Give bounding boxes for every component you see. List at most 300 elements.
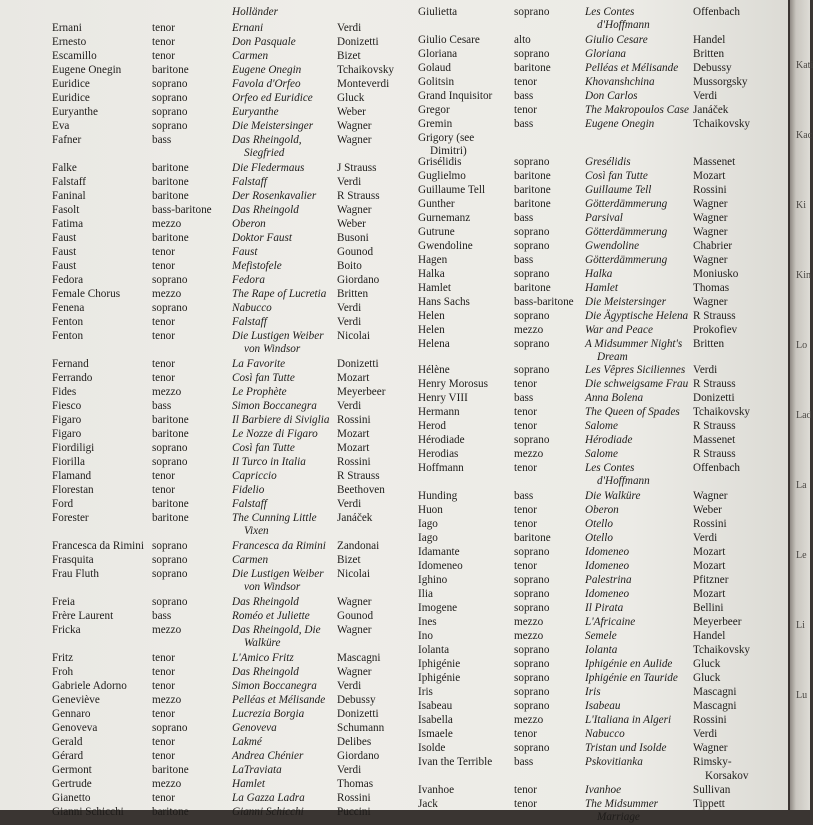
entry-row	[418, 62, 808, 76]
character-name: Freia	[52, 596, 75, 608]
entry-row	[52, 512, 442, 537]
entry-row	[418, 76, 808, 90]
opera-title: Lakmé	[232, 736, 262, 748]
composer-name: Weber	[337, 218, 366, 230]
entry-row	[52, 428, 442, 442]
composer-name: Wagner	[337, 134, 372, 146]
character-name: Herodias	[418, 448, 459, 460]
voice-type: soprano	[514, 48, 550, 60]
character-name: Gennaro	[52, 708, 91, 720]
composer-name: Verdi	[337, 764, 362, 776]
opera-title: Il Pirata	[585, 602, 624, 614]
voice-type: mezzo	[514, 630, 544, 642]
character-name: Ismaele	[418, 728, 453, 740]
entry-row	[52, 372, 442, 386]
voice-type: soprano	[514, 602, 550, 614]
voice-type: soprano	[152, 120, 188, 132]
character-name: Gianni Schicchi	[52, 806, 124, 818]
entry-row	[52, 120, 442, 134]
voice-type: soprano	[152, 722, 188, 734]
voice-type: soprano	[514, 686, 550, 698]
composer-name: Gluck	[337, 92, 365, 104]
voice-type: soprano	[514, 700, 550, 712]
character-name: Falke	[52, 162, 77, 174]
voice-type: soprano	[514, 268, 550, 280]
opera-title: The Queen of Spades	[585, 406, 680, 418]
entry-row	[52, 666, 442, 680]
opera-title: Die Meistersinger	[232, 120, 314, 132]
character-name: Hélène	[418, 364, 450, 376]
opera-title: Così fan Tutte	[585, 170, 648, 182]
character-name: Forester	[52, 512, 89, 524]
composer-name: Verdi	[693, 90, 718, 102]
opera-title: Idomeneo	[585, 546, 630, 558]
entry-row	[52, 218, 442, 232]
opera-title: Carmen	[232, 50, 269, 62]
character-name: Iolanta	[418, 644, 450, 656]
voice-type: soprano	[152, 456, 188, 468]
composer-name: Meyerbeer	[337, 386, 386, 398]
entry-row	[52, 694, 442, 708]
composer-name: Verdi	[337, 176, 362, 188]
opera-title-continuation: Dream	[597, 351, 628, 363]
voice-type: soprano	[152, 78, 188, 90]
voice-type: soprano	[152, 106, 188, 118]
composer-name: Verdi	[337, 498, 362, 510]
voice-type: mezzo	[152, 386, 182, 398]
composer-name: Tchaikovsky	[337, 64, 395, 76]
edge-text-fragment: Lo	[796, 340, 808, 351]
entry-row	[52, 554, 442, 568]
voice-type: baritone	[152, 162, 189, 174]
composer-name: Wagner	[693, 742, 728, 754]
entry-row	[52, 470, 442, 484]
opera-title: Anna Bolena	[585, 392, 644, 404]
character-name: Hoffmann	[418, 462, 464, 474]
opera-title: L'Amico Fritz	[232, 652, 294, 664]
composer-name: Mozart	[693, 170, 726, 182]
opera-title: Ivanhoe	[585, 784, 622, 796]
character-name: Fricka	[52, 624, 81, 636]
voice-type: mezzo	[152, 624, 182, 636]
character-name: Fernand	[52, 358, 89, 370]
voice-type: mezzo	[514, 448, 544, 460]
opera-title: Gwendoline	[585, 240, 640, 252]
entry-row	[418, 532, 808, 546]
opera-title: Idomeneo	[585, 588, 630, 600]
entry-row	[52, 204, 442, 218]
composer-name: Wagner	[693, 212, 728, 224]
entry-row	[52, 358, 442, 372]
composer-name: Gounod	[337, 246, 374, 258]
voice-type: tenor	[514, 378, 537, 390]
composer-name: Britten	[337, 288, 369, 300]
character-name: Ford	[52, 498, 74, 510]
voice-type: tenor	[514, 104, 537, 116]
opera-title: Orfeo ed Euridice	[232, 92, 313, 104]
voice-type: soprano	[514, 658, 550, 670]
character-name: Giulio Cesare	[418, 34, 480, 46]
composer-name: Wagner	[693, 198, 728, 210]
opera-title: Simon Boccanegra	[232, 400, 317, 412]
opera-title: Il Turco in Italia	[232, 456, 306, 468]
entry-row	[52, 260, 442, 274]
character-name: Gianetto	[52, 792, 91, 804]
composer-name: Janáček	[337, 512, 373, 524]
entry-row	[418, 756, 808, 782]
opera-title: Faust	[232, 246, 258, 258]
composer-name: Debussy	[337, 694, 376, 706]
voice-type: baritone	[514, 282, 551, 294]
composer-name: Offenbach	[693, 6, 741, 18]
opera-title-continuation: Siegfried	[244, 147, 285, 159]
voice-type: bass	[152, 610, 172, 622]
character-name: Ernani	[52, 22, 82, 34]
composer-name: Moniusko	[693, 268, 739, 280]
composer-name: Verdi	[693, 728, 718, 740]
opera-title: Idomeneo	[585, 560, 630, 572]
character-name: Faust	[52, 232, 77, 244]
opera-title: Nabucco	[232, 302, 272, 314]
voice-type: baritone	[152, 190, 189, 202]
entry-row	[52, 624, 442, 649]
opera-title: Gloriana	[585, 48, 627, 60]
character-name: Gregor	[418, 104, 450, 116]
entry-row	[418, 560, 808, 574]
composer-name: Sullivan	[693, 784, 731, 796]
opera-title: Oberon	[585, 504, 619, 516]
composer-name: Donizetti	[337, 358, 379, 370]
composer-name: Puccini	[337, 806, 371, 818]
opera-title: The Midsummer	[585, 798, 659, 810]
entry-row	[418, 420, 808, 434]
entry-row	[418, 156, 808, 170]
voice-type: bass	[152, 134, 172, 146]
opera-title: Der Rosenkavalier	[232, 190, 317, 202]
character-name: Hérodiade	[418, 434, 465, 446]
entry-row	[418, 490, 808, 504]
composer-name: Giordano	[337, 274, 380, 286]
opera-title: Hérodiade	[585, 434, 633, 446]
voice-type: tenor	[152, 358, 175, 370]
entry-row	[418, 48, 808, 62]
opera-title: Oberon	[232, 218, 266, 230]
voice-type: tenor	[152, 260, 175, 272]
composer-name: Nicolai	[337, 568, 370, 580]
voice-type: tenor	[152, 36, 175, 48]
voice-type: tenor	[152, 708, 175, 720]
opera-title: Salome	[585, 448, 618, 460]
character-name: Isolde	[418, 742, 446, 754]
entry-row	[418, 406, 808, 420]
voice-type: tenor	[152, 316, 175, 328]
voice-type: bass-baritone	[152, 204, 212, 216]
opera-title: Hamlet	[585, 282, 618, 294]
voice-type: tenor	[514, 504, 537, 516]
voice-type: mezzo	[514, 616, 544, 628]
opera-title-continuation: Vixen	[244, 525, 269, 537]
composer-name: R Strauss	[337, 190, 380, 202]
character-name: Francesca da Rimini	[52, 540, 144, 552]
voice-type: bass	[514, 392, 534, 404]
voice-type: tenor	[152, 736, 175, 748]
opera-title: Roméo et Juliette	[232, 610, 310, 622]
voice-type: tenor	[152, 330, 175, 342]
entry-row	[418, 296, 808, 310]
voice-type: soprano	[152, 274, 188, 286]
voice-type: tenor	[152, 470, 175, 482]
opera-title: Euryanthe	[232, 106, 279, 118]
character-name: Hans Sachs	[418, 296, 470, 308]
character-name-continuation: Dimitri)	[430, 145, 467, 157]
entry-row	[52, 484, 442, 498]
opera-title: Capriccio	[232, 470, 277, 482]
character-name: Fiorilla	[52, 456, 85, 468]
voice-type: bass	[514, 90, 534, 102]
entry-row	[52, 78, 442, 92]
character-name: Ilia	[418, 588, 433, 600]
composer-name: Wagner	[693, 490, 728, 502]
character-name: Gunther	[418, 198, 455, 210]
voice-type: baritone	[152, 428, 189, 440]
opera-title: L'Africaine	[585, 616, 636, 628]
composer-name: Verdi	[693, 364, 718, 376]
entry-row	[52, 36, 442, 50]
opera-title: Iris	[585, 686, 601, 698]
voice-type: tenor	[514, 784, 537, 796]
character-name: Iphigénie	[418, 658, 461, 670]
entry-row	[418, 714, 808, 728]
voice-type: bass	[514, 756, 534, 768]
voice-type: soprano	[514, 226, 550, 238]
voice-type: mezzo	[152, 778, 182, 790]
character-name: Female Chorus	[52, 288, 121, 300]
voice-type: baritone	[514, 532, 551, 544]
entry-row	[52, 792, 442, 806]
voice-type: tenor	[514, 518, 537, 530]
character-name: Huon	[418, 504, 443, 516]
entry-row	[418, 518, 808, 532]
character-name: Gertrude	[52, 778, 92, 790]
entry-row	[418, 184, 808, 198]
entry-row	[418, 254, 808, 268]
voice-type: tenor	[152, 652, 175, 664]
entry-row	[418, 198, 808, 212]
entry-row	[52, 456, 442, 470]
opera-title: Die schweigsame Frau	[585, 378, 689, 390]
composer-name: R Strauss	[693, 378, 736, 390]
voice-type: tenor	[152, 680, 175, 692]
voice-type: mezzo	[514, 324, 544, 336]
entry-row	[418, 104, 808, 118]
voice-type: baritone	[514, 62, 551, 74]
composer-name: Verdi	[337, 316, 362, 328]
character-name: Frère Laurent	[52, 610, 114, 622]
composer-name: Bizet	[337, 50, 361, 62]
voice-type: soprano	[514, 338, 550, 350]
voice-type: tenor	[152, 792, 175, 804]
voice-type: bass	[152, 400, 172, 412]
opera-title: Così fan Tutte	[232, 372, 295, 384]
character-name: Figaro	[52, 414, 82, 426]
composer-name: Wagner	[693, 254, 728, 266]
entry-row	[52, 652, 442, 666]
voice-type: bass	[514, 490, 534, 502]
character-name: Falstaff	[52, 176, 86, 188]
opera-title: Favola d'Orfeo	[232, 78, 301, 90]
character-name: Flamand	[52, 470, 92, 482]
opera-title: Le Nozze di Figaro	[232, 428, 318, 440]
composer-name: Weber	[337, 106, 366, 118]
entry-row	[418, 616, 808, 630]
composer-name: Handel	[693, 630, 726, 642]
entry-row	[52, 232, 442, 246]
opera-title: Khovanshchina	[585, 76, 655, 88]
voice-type: tenor	[152, 22, 175, 34]
opera-title: Otello	[585, 518, 613, 530]
voice-type: soprano	[152, 442, 188, 454]
character-name: Henry VIII	[418, 392, 468, 404]
opera-title: L'Italiana in Algeri	[585, 714, 672, 726]
character-name: Ines	[418, 616, 437, 628]
character-name: Helen	[418, 324, 445, 336]
character-name: Henry Morosus	[418, 378, 488, 390]
edge-text-fragment: La	[796, 480, 807, 491]
edge-text-fragment: Kati	[796, 60, 813, 71]
composer-name: R Strauss	[693, 420, 736, 432]
character-name: Helen	[418, 310, 445, 322]
character-name: Iago	[418, 532, 438, 544]
character-name: Geneviève	[52, 694, 100, 706]
composer-name: Rossini	[337, 792, 371, 804]
composer-name: Zandonai	[337, 540, 380, 552]
composer-name: Rossini	[693, 184, 727, 196]
character-name: Ivanhoe	[418, 784, 455, 796]
composer-name: Rimsky-	[693, 756, 732, 768]
voice-type: soprano	[514, 672, 550, 684]
character-name: Eva	[52, 120, 70, 132]
voice-type: mezzo	[152, 694, 182, 706]
character-name: Fenton	[52, 316, 84, 328]
voice-type: baritone	[152, 498, 189, 510]
opera-title-continuation: von Windsor	[244, 581, 301, 593]
composer-name: Mozart	[693, 560, 726, 572]
entry-row	[418, 212, 808, 226]
voice-type: soprano	[514, 546, 550, 558]
voice-type: mezzo	[514, 714, 544, 726]
composer-name: Mascagni	[693, 686, 737, 698]
opera-title: Halka	[585, 268, 613, 280]
character-name: Florestan	[52, 484, 94, 496]
composer-name: R Strauss	[337, 470, 380, 482]
composer-name: Tchaikovsky	[693, 406, 751, 418]
voice-type: soprano	[152, 540, 188, 552]
voice-type: baritone	[514, 198, 551, 210]
entry-row	[418, 798, 808, 823]
character-name: Grisélidis	[418, 156, 462, 168]
character-name: Isabeau	[418, 700, 453, 712]
opera-title: Falstaff	[232, 176, 267, 188]
voice-type: baritone	[152, 414, 189, 426]
character-name: Idomeneo	[418, 560, 463, 572]
character-name: Helena	[418, 338, 450, 350]
character-name: Hunding	[418, 490, 458, 502]
composer-name: Tchaikovsky	[693, 644, 751, 656]
character-name: Froh	[52, 666, 74, 678]
composer-name: Verdi	[693, 532, 718, 544]
character-name: Gutrune	[418, 226, 455, 238]
voice-type: soprano	[514, 240, 550, 252]
character-name: Frasquita	[52, 554, 94, 566]
voice-type: tenor	[514, 462, 537, 474]
voice-type: soprano	[514, 574, 550, 586]
opera-title: Iolanta	[585, 644, 618, 656]
opera-title: Gresélidis	[585, 156, 631, 168]
opera-title: Pelléas et Mélisande	[232, 694, 326, 706]
character-name: Faust	[52, 260, 77, 272]
entry-row	[52, 22, 442, 36]
composer-name: Boito	[337, 260, 362, 272]
entry-row	[418, 6, 808, 31]
opera-title: Iphigénie en Tauride	[585, 672, 678, 684]
opera-title: Andrea Chénier	[232, 750, 304, 762]
entry-row	[418, 448, 808, 462]
composer-name: Britten	[693, 338, 725, 350]
entry-row	[418, 784, 808, 798]
adjacent-page-edge	[790, 0, 813, 810]
opera-title: Les Contes	[585, 462, 635, 474]
entry-row	[52, 708, 442, 722]
opera-title: Les Vêpres Siciliennes	[585, 364, 686, 376]
voice-type: baritone	[152, 764, 189, 776]
character-name: Gremin	[418, 118, 453, 130]
character-name: Frau Fluth	[52, 568, 99, 580]
voice-type: soprano	[514, 6, 550, 18]
composer-name: Janáček	[693, 104, 729, 116]
opera-title: Pelléas et Mélisande	[585, 62, 679, 74]
character-name: Ernesto	[52, 36, 87, 48]
character-name: Gerald	[52, 736, 83, 748]
character-name: Herod	[418, 420, 446, 432]
entry-row	[418, 34, 808, 48]
opera-title: Palestrina	[585, 574, 632, 586]
composer-name: Bizet	[337, 554, 361, 566]
character-name: Fiesco	[52, 400, 82, 412]
opera-title: Don Carlos	[585, 90, 638, 102]
opera-title: La Gazza Ladra	[232, 792, 305, 804]
composer-name: Debussy	[693, 62, 732, 74]
character-name: Escamillo	[52, 50, 97, 62]
composer-name: R Strauss	[693, 310, 736, 322]
opera-title: Le Prophète	[232, 386, 287, 398]
composer-name: Mascagni	[337, 652, 381, 664]
composer-name: Rossini	[693, 714, 727, 726]
character-name: Guglielmo	[418, 170, 466, 182]
composer-name: Thomas	[693, 282, 730, 294]
composer-name: Chabrier	[693, 240, 733, 252]
opera-title: War and Peace	[585, 324, 653, 336]
character-name: Faninal	[52, 190, 86, 202]
entry-row	[52, 596, 442, 610]
composer-name: Britten	[693, 48, 725, 60]
entry-row	[52, 414, 442, 428]
voice-type: tenor	[152, 666, 175, 678]
character-name: Grand Inquisitor	[418, 90, 493, 102]
character-name: Euridice	[52, 78, 90, 90]
opera-title: Die Lustigen Weiber	[232, 330, 324, 342]
composer-name: Gluck	[693, 658, 721, 670]
entry-row	[418, 588, 808, 602]
